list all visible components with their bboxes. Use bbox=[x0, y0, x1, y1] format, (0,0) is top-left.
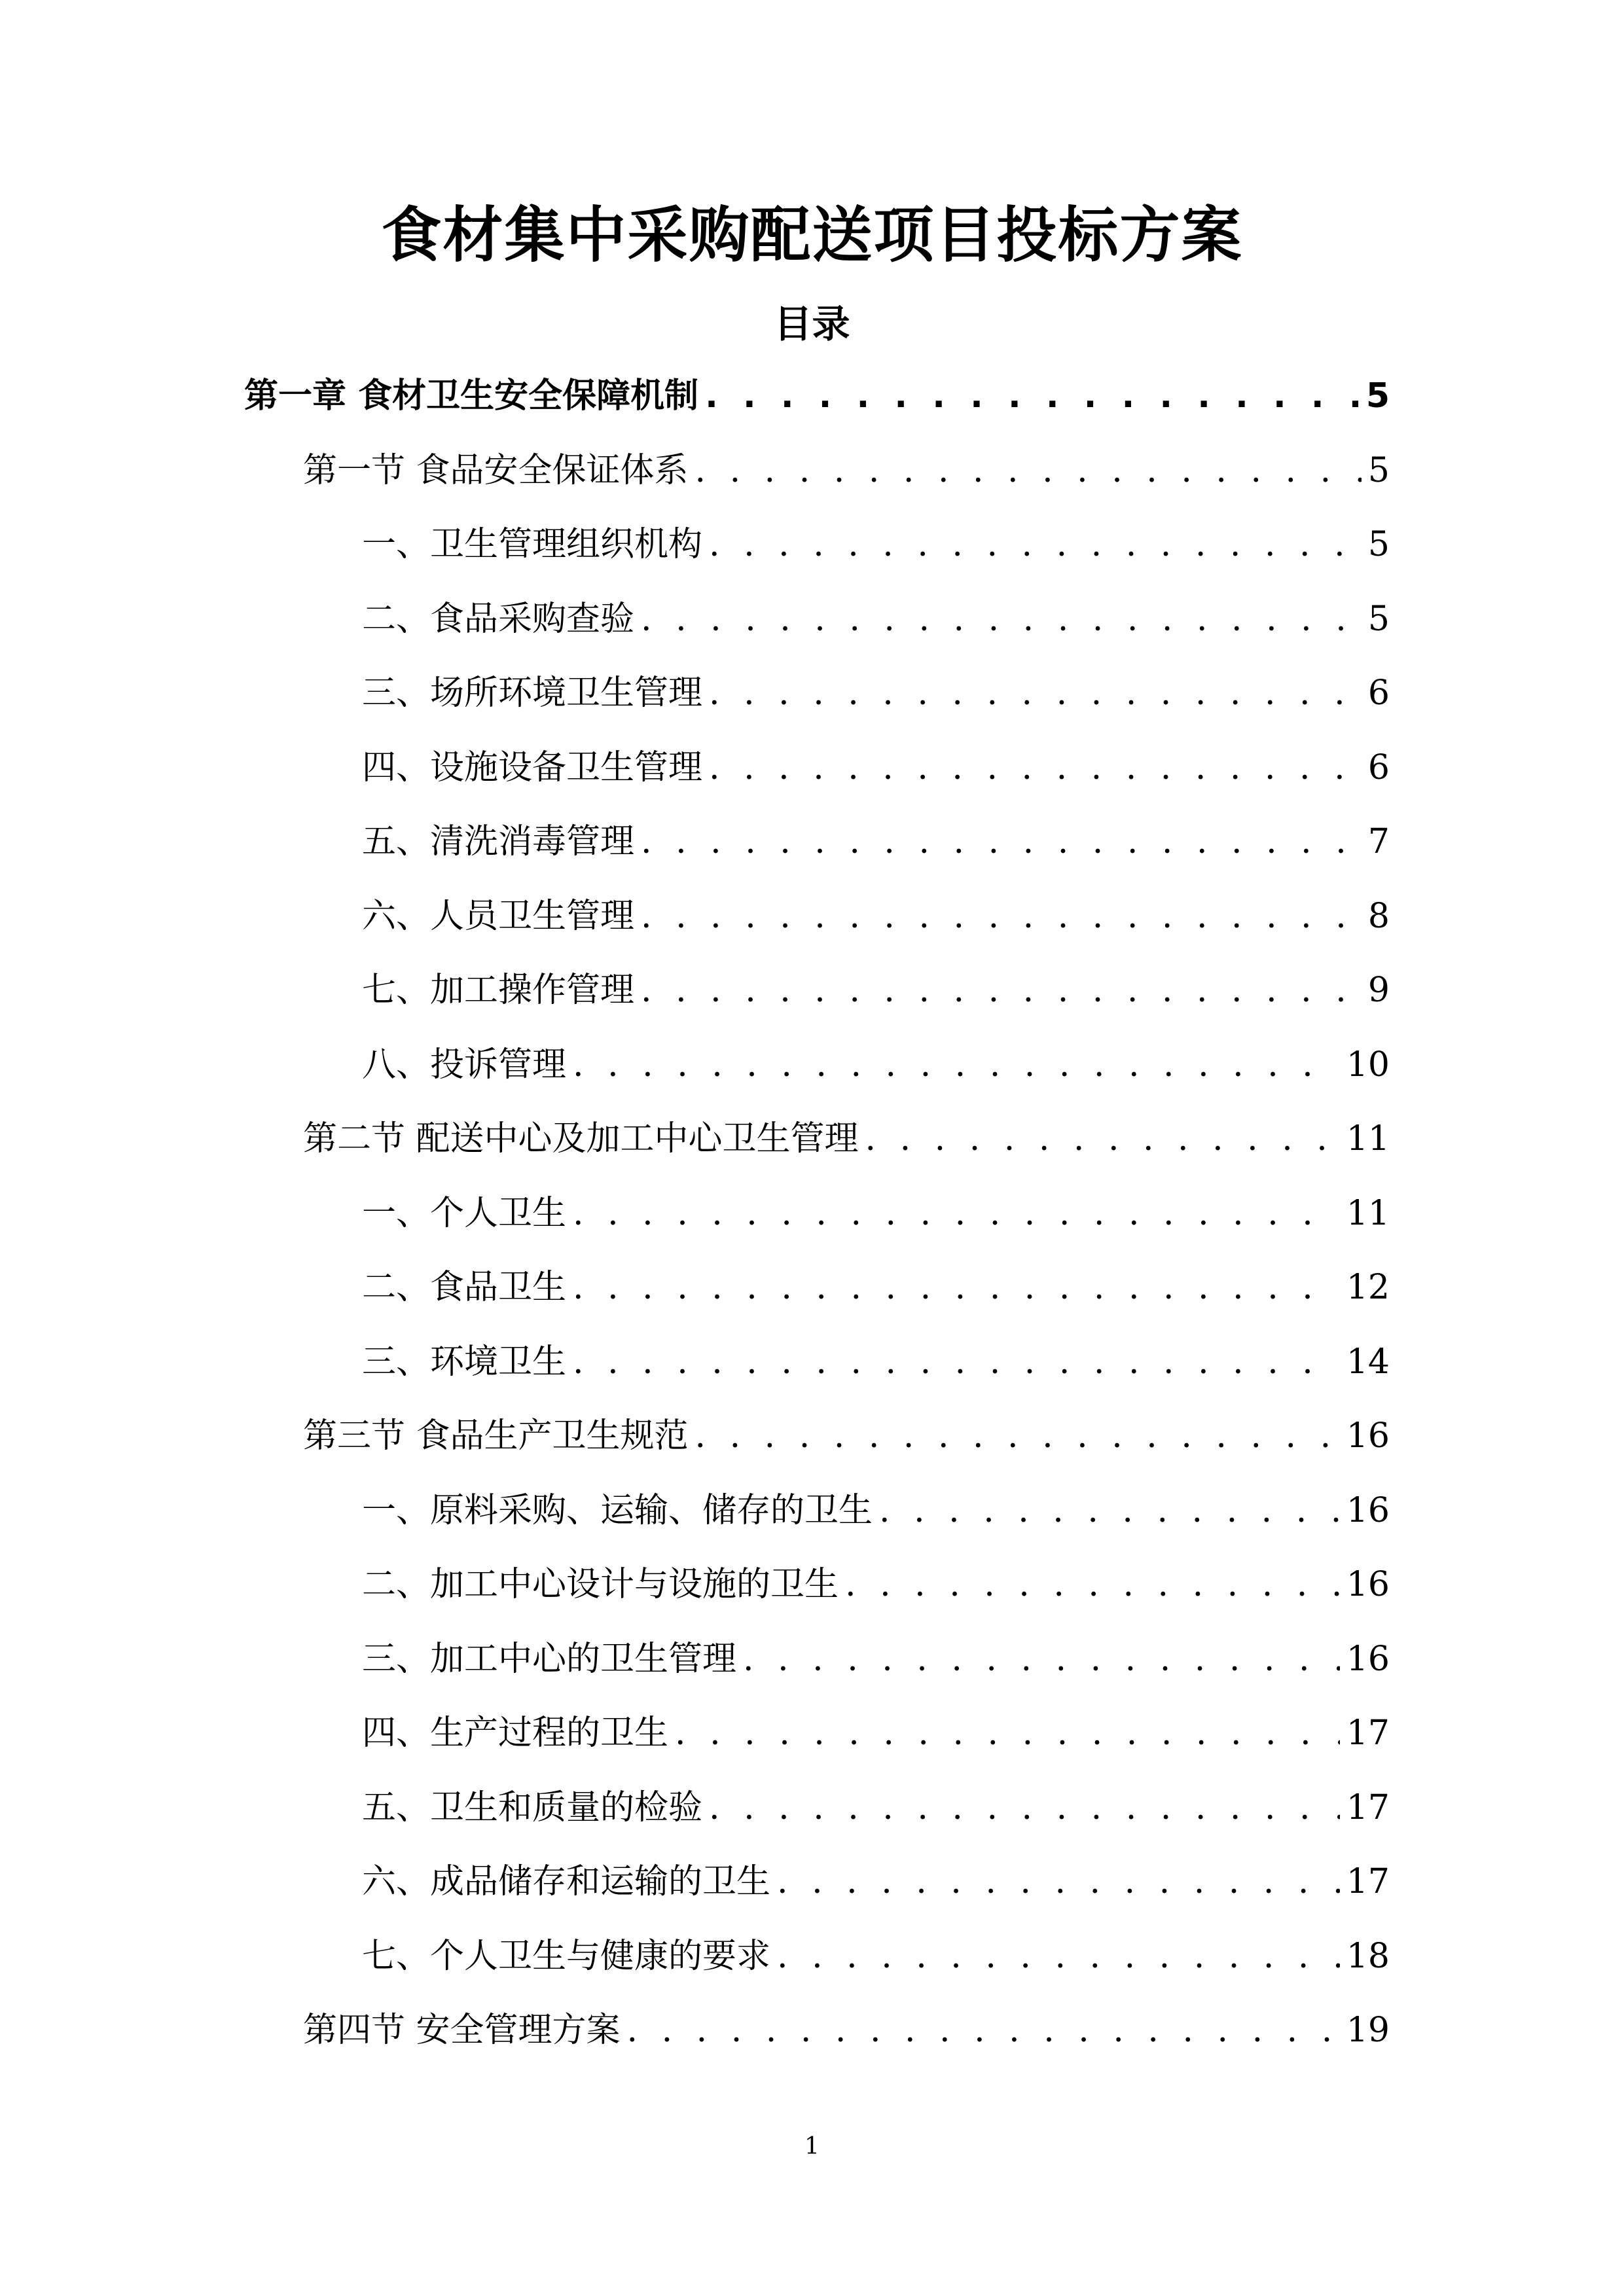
toc-entry-page: 18 bbox=[1346, 1936, 1390, 1976]
toc-dot-leader bbox=[627, 1998, 1340, 2063]
toc-entry-label: 二、食品采购查验 bbox=[362, 599, 635, 639]
toc-chapter-entry[interactable] bbox=[244, 363, 1390, 429]
toc-entry-label: 七、加工操作管理 bbox=[362, 971, 635, 1010]
toc-entry-page: 17 bbox=[1346, 1713, 1390, 1753]
toc-entry-label: 四、生产过程的卫生 bbox=[362, 1713, 669, 1753]
toc-dot-leader bbox=[573, 1032, 1340, 1098]
toc-entry-page: 14 bbox=[1346, 1342, 1390, 1382]
toc-entry-label: 第三节 食品生产卫生规范 bbox=[303, 1416, 689, 1456]
toc-dot-leader bbox=[879, 1478, 1340, 1543]
toc-dot-leader bbox=[845, 1552, 1340, 1617]
toc-subsection-entry[interactable] bbox=[362, 958, 1390, 1023]
toc-entry-label: 七、个人卫生与健康的要求 bbox=[362, 1936, 771, 1976]
toc-entry-page: 5 bbox=[1365, 376, 1390, 416]
toc-entry-label: 六、人员卫生管理 bbox=[362, 896, 635, 936]
toc-subsection-entry[interactable] bbox=[362, 660, 1390, 726]
toc-entry-page: 5 bbox=[1367, 450, 1390, 490]
toc-entry-page: 8 bbox=[1367, 896, 1390, 936]
toc-entry-label: 第四节 安全管理方案 bbox=[303, 2011, 621, 2050]
toc-subsection-entry[interactable] bbox=[362, 1552, 1390, 1617]
toc-dot-leader bbox=[641, 809, 1362, 874]
toc-subsection-entry[interactable] bbox=[362, 735, 1390, 800]
toc-entry-page: 10 bbox=[1346, 1045, 1390, 1085]
toc-entry-label: 三、加工中心的卫生管理 bbox=[362, 1639, 737, 1679]
toc-entry-label: 三、场所环境卫生管理 bbox=[362, 673, 703, 713]
toc-entry-label: 二、食品卫生 bbox=[362, 1268, 567, 1307]
toc-dot-leader bbox=[573, 1255, 1340, 1320]
toc-entry-page: 11 bbox=[1346, 1193, 1390, 1233]
toc-dot-leader bbox=[573, 1329, 1340, 1395]
toc-heading: 目录 bbox=[774, 302, 850, 346]
toc-entry-page: 6 bbox=[1367, 747, 1390, 787]
toc-subsection-entry[interactable] bbox=[362, 1924, 1390, 1989]
page-number: 1 bbox=[804, 2133, 820, 2160]
toc-entry-label: 二、加工中心设计与设施的卫生 bbox=[362, 1565, 839, 1604]
toc-subsection-entry[interactable] bbox=[362, 1626, 1390, 1692]
toc-entry-page: 12 bbox=[1346, 1268, 1390, 1307]
toc-entry-page: 16 bbox=[1346, 1416, 1390, 1456]
toc-dot-leader bbox=[573, 1181, 1340, 1246]
toc-dot-leader bbox=[641, 586, 1362, 652]
toc-subsection-entry[interactable] bbox=[362, 1181, 1390, 1246]
toc-dot-leader bbox=[695, 1403, 1340, 1469]
toc-section-entry[interactable] bbox=[303, 1106, 1390, 1172]
toc-subsection-entry[interactable] bbox=[362, 512, 1390, 577]
toc-entry-page: 16 bbox=[1346, 1639, 1390, 1679]
toc-subsection-entry[interactable] bbox=[362, 1255, 1390, 1320]
toc-entry-page: 17 bbox=[1346, 1862, 1390, 1901]
toc-subsection-entry[interactable] bbox=[362, 884, 1390, 949]
toc-entry-label: 八、投诉管理 bbox=[362, 1045, 567, 1085]
toc-dot-leader bbox=[709, 512, 1362, 577]
toc-subsection-entry[interactable] bbox=[362, 586, 1390, 652]
toc-dot-leader bbox=[695, 438, 1362, 503]
toc-dot-leader bbox=[777, 1924, 1340, 1989]
toc-section-entry[interactable] bbox=[303, 1403, 1390, 1469]
toc-entry-page: 9 bbox=[1367, 971, 1390, 1010]
document-title: 食材集中采购配送项目投标方案 bbox=[381, 200, 1243, 270]
toc-entry-label: 三、环境卫生 bbox=[362, 1342, 567, 1382]
toc-entry-page: 16 bbox=[1346, 1490, 1390, 1530]
toc-entry-label: 五、卫生和质量的检验 bbox=[362, 1787, 703, 1827]
toc-dot-leader bbox=[865, 1106, 1340, 1172]
toc-dot-leader bbox=[675, 1700, 1340, 1766]
toc-dot-leader bbox=[709, 735, 1362, 800]
toc-entry-label: 一、卫生管理组织机构 bbox=[362, 525, 703, 564]
toc-entry-page: 6 bbox=[1367, 673, 1390, 713]
toc-dot-leader bbox=[705, 363, 1360, 429]
toc-entry-label: 一、个人卫生 bbox=[362, 1193, 567, 1233]
toc-dot-leader bbox=[709, 1775, 1340, 1840]
toc-entry-page: 5 bbox=[1367, 599, 1390, 639]
toc-entry-label: 六、成品储存和运输的卫生 bbox=[362, 1862, 771, 1901]
toc-dot-leader bbox=[709, 660, 1362, 726]
toc-entry-label: 第二节 配送中心及加工中心卫生管理 bbox=[303, 1119, 859, 1158]
toc-subsection-entry[interactable] bbox=[362, 1329, 1390, 1395]
toc-entry-page: 5 bbox=[1367, 525, 1390, 564]
toc-entry-page: 11 bbox=[1346, 1119, 1390, 1158]
toc-entry-page: 17 bbox=[1346, 1787, 1390, 1827]
toc-dot-leader bbox=[641, 884, 1362, 949]
toc-dot-leader bbox=[777, 1849, 1340, 1914]
toc-entry-label: 四、设施设备卫生管理 bbox=[362, 747, 703, 787]
toc-entry-page: 16 bbox=[1346, 1565, 1390, 1604]
toc-entry-label: 一、原料采购、运输、储存的卫生 bbox=[362, 1490, 873, 1530]
toc-entry-page: 19 bbox=[1346, 2011, 1390, 2050]
toc-subsection-entry[interactable] bbox=[362, 1849, 1390, 1914]
toc-section-entry[interactable] bbox=[303, 1998, 1390, 2063]
toc-dot-leader bbox=[641, 958, 1362, 1023]
toc-subsection-entry[interactable] bbox=[362, 1775, 1390, 1840]
toc-entry-label: 五、清洗消毒管理 bbox=[362, 822, 635, 861]
toc-subsection-entry[interactable] bbox=[362, 1032, 1390, 1098]
toc-section-entry[interactable] bbox=[303, 438, 1390, 503]
toc-entry-label: 第一节 食品安全保证体系 bbox=[303, 450, 689, 490]
toc-subsection-entry[interactable] bbox=[362, 1478, 1390, 1543]
toc-entry-label: 第一章 食材卫生安全保障机制 bbox=[244, 376, 699, 416]
toc-subsection-entry[interactable] bbox=[362, 1700, 1390, 1766]
toc-dot-leader bbox=[743, 1626, 1340, 1692]
toc-subsection-entry[interactable] bbox=[362, 809, 1390, 874]
toc-entry-page: 7 bbox=[1367, 822, 1390, 861]
